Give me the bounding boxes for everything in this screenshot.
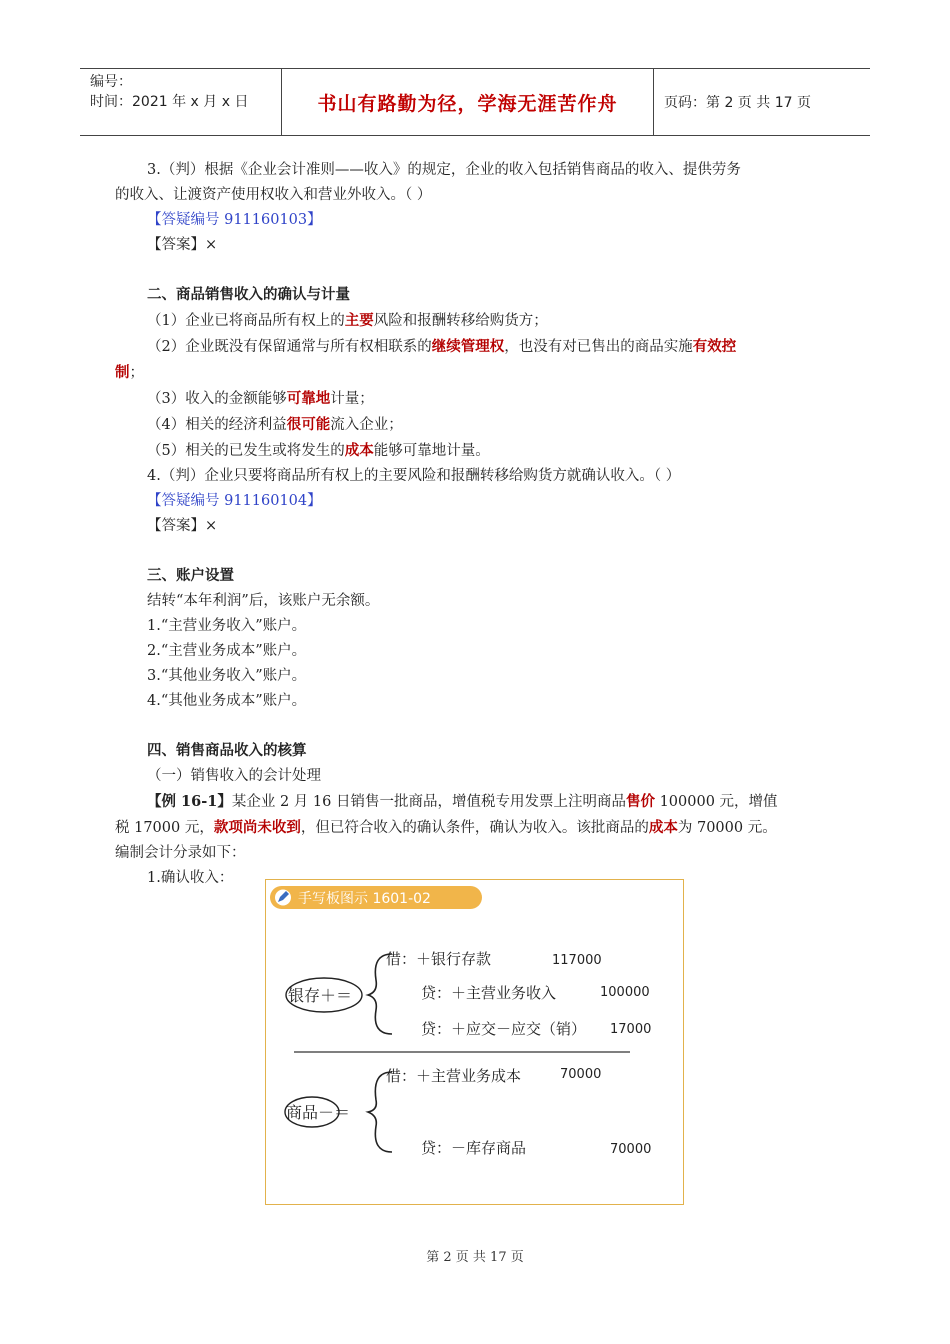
condition-4: （4）相关的经济利益很可能流入企业； xyxy=(147,416,403,433)
condition-3: （3）收入的金额能够可靠地计量； xyxy=(147,390,374,407)
account-item: 4.“其他业务成本”账户。 xyxy=(147,693,307,709)
entry-amount: 70000 xyxy=(610,1142,652,1157)
q4-qa-ref: 【答疑编号 911160104】 xyxy=(147,493,322,509)
time-label: 时间：2021 年 x 月 x 日 xyxy=(90,94,249,110)
entry-amount: 17000 xyxy=(610,1022,652,1037)
account-item: 3.“其他业务收入”账户。 xyxy=(147,668,307,684)
condition-5: （5）相关的已发生或将发生的成本能够可靠地计量。 xyxy=(147,442,490,459)
group1-label: 银存＋＝ xyxy=(288,986,353,1005)
entry-text: 贷：＋应交－应交（销） xyxy=(421,1020,587,1038)
group2-label: 商品－＝ xyxy=(286,1103,351,1122)
page-footer: 第 2 页 共 17 页 xyxy=(426,1250,524,1265)
entry-text: 贷：＋主营业务收入 xyxy=(421,984,557,1002)
section4-heading: 四、销售商品收入的核算 xyxy=(147,743,307,759)
q3-line1: 3.（判）根据《企业会计准则——收入》的规定，企业的收入包括销售商品的收入、提供劳务 xyxy=(147,162,741,178)
condition-2-cont: 制； xyxy=(115,364,144,381)
number-label: 编号： xyxy=(90,74,132,90)
entry-amount: 70000 xyxy=(560,1067,602,1082)
example-line1: 【例 16-1】某企业 2 月 16 日销售一批商品，增值税专用发票上注明商品售价 100000 元，增值 xyxy=(147,793,778,810)
page-header xyxy=(80,68,870,136)
document-body xyxy=(115,158,840,891)
section3-heading: 三、账户设置 xyxy=(147,568,234,584)
entry-text: 贷：－库存商品 xyxy=(421,1139,527,1157)
q4-answer: 【答案】× xyxy=(147,518,218,534)
entry-text: 借：＋银行存款 xyxy=(386,950,492,968)
account-item: 2.“主营业务成本”账户。 xyxy=(147,643,307,659)
example-label: 【例 16-1】 xyxy=(147,793,232,810)
condition-2: （2）企业既没有保留通常与所有权相联系的继续管理权，也没有对已售出的商品实施有效控 xyxy=(147,338,737,355)
header-page-info: 页码：第 2 页 共 17 页 xyxy=(664,95,811,111)
figure-title: 手写板图示 1601-02 xyxy=(298,891,431,907)
q3-line2: 的收入、让渡资产使用权收入和营业外收入。（ ） xyxy=(115,187,432,203)
q3-qa-ref: 【答疑编号 911160103】 xyxy=(147,212,322,228)
q4: 4.（判）企业只要将商品所有权上的主要风险和报酬转移给购货方就确认收入。（ ） xyxy=(147,468,681,484)
entry-text: 借：＋主营业务成本 xyxy=(386,1067,522,1085)
q3-answer: 【答案】× xyxy=(147,237,218,253)
example-line3: 编制会计分录如下： xyxy=(115,845,246,861)
section4-sub1: （一）销售收入的会计处理 xyxy=(147,768,321,784)
header-motto: 书山有路勤为径，学海无涯苦作舟 xyxy=(282,69,654,135)
section2-heading: 二、商品销售收入的确认与计量 xyxy=(147,287,350,303)
condition-1: （1）企业已将商品所有权上的主要风险和报酬转移给购货方； xyxy=(147,312,548,329)
entry-amount: 117000 xyxy=(552,953,602,968)
journal-entry-sketch xyxy=(266,880,683,1204)
example-line2: 税 17000 元，款项尚未收到，但已符合收入的确认条件，确认为收入。该批商品的成本为 70000 元。 xyxy=(115,819,777,836)
step1: 1.确认收入： xyxy=(147,870,234,886)
handwriting-board-figure xyxy=(265,879,684,1205)
entry-amount: 100000 xyxy=(600,985,650,1000)
account-item: 1.“主营业务收入”账户。 xyxy=(147,618,307,634)
header-meta xyxy=(80,69,282,135)
section3-intro: 结转“本年利润”后，该账户无余额。 xyxy=(147,593,380,609)
